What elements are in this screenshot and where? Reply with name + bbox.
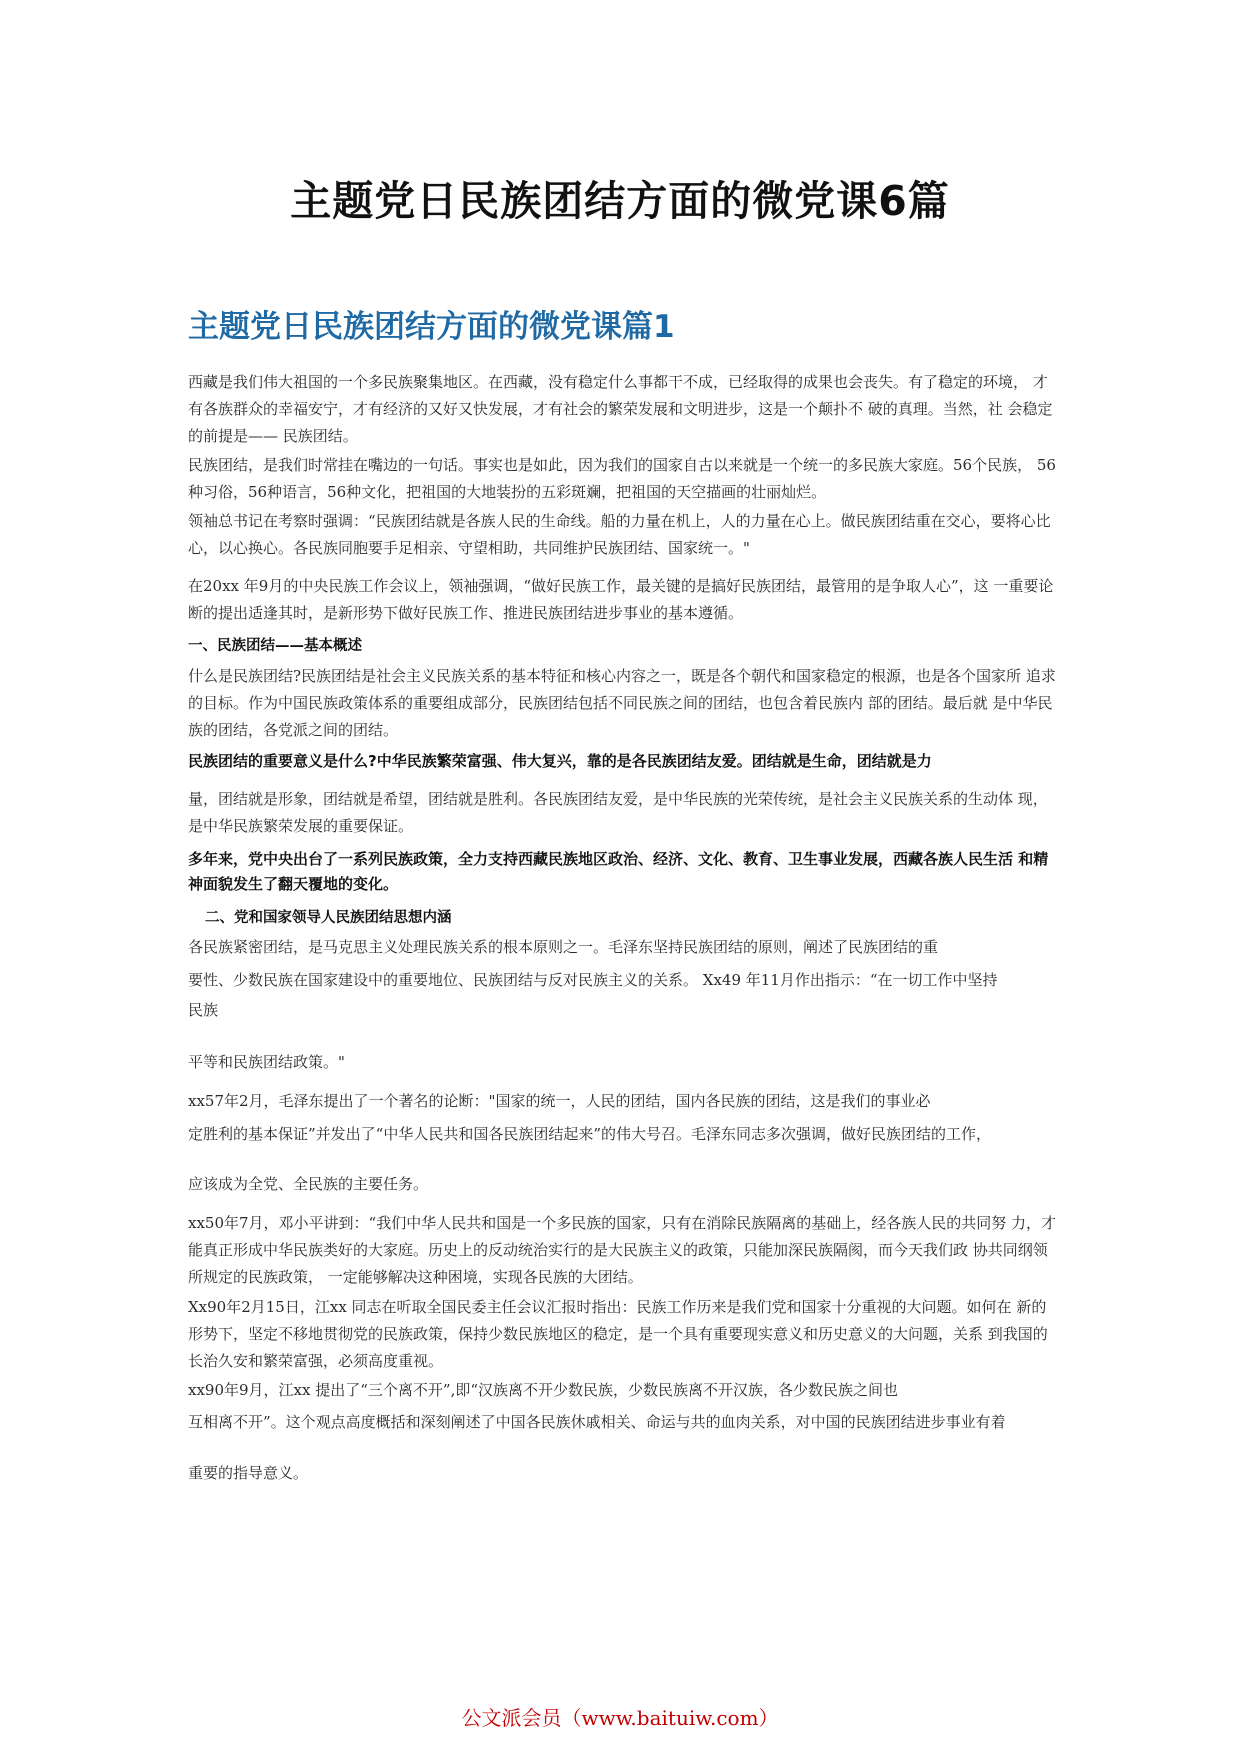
paragraph-11a: xx90年9月，江xx 提出了“三个离不开”,即“汉族离不开少数民族，少数民族离不开汉族，各少数民族之间也 [188, 1381, 899, 1399]
paragraph-10: Xx90年2月15日，江xx 同志在听取全国民委主任会议汇报时指出：民族工作历来是我们党和国家十分重视的大问题。如何在 新的形势下，坚定不移地贯彻党的民族政策，保持少数民族地区的稳定，是一个具有重要现实意义和历史意义的大问题，关系 到我国的长治久安和繁荣富强，必须高度重视。 [188, 1298, 1048, 1370]
heading-1: 一、民族团结——基本概述 [188, 638, 362, 654]
paragraph-3: 领袖总书记在考察时强调：“民族团结就是各族人民的生命线。船的力量在机上，人的力量在心上。做民族团结重在交心，要将心比心，以心换心。各民族同胞要手足相亲、守望相助，共同维护民族团结、国家统一。" [188, 512, 1051, 557]
paragraph-7d: 平等和民族团结政策。" [188, 1053, 345, 1071]
paragraph-4: 在20xx 年9月的中央民族工作会议上，领袖强调，“做好民族工作，最关键的是搞好民族团结，最管用的是争取人心”，这 一重要论断的提出适逢其时，是新形势下做好民族工作、推进民族团结进步事业的基本遵循。 [188, 577, 1054, 622]
paragraph-5: 什么是民族团结?民族团结是社会主义民族关系的基本特征和核心内容之一，既是各个朝代和国家稳定的根源，也是各个国家所 追求的目标。作为中国民族政策体系的重要组成部分，民族团结包括不同民族之间的团结，也包含着民族内 部的团结。最后就 是中华民族的团结，各党派之间的团结。 [188, 667, 1056, 739]
paragraph-8b: 定胜利的基本保证”并发出了“中华人民共和国各民族团结起来”的伟大号召。毛泽东同志多次强调，做好民族团结的工作， [188, 1125, 992, 1143]
paragraph-1: 西藏是我们伟大祖国的一个多民族聚集地区。在西藏，没有稳定什么事都干不成，已经取得的成果也会丧失。有了稳定的环境， 才有各族群众的幸福安宁，才有经济的又好又快发展，才有社会的繁荣发展和文明进步，这是一个颠扑不 破的真理。当然，社 会稳定的前提是—— 民族团结。 [188, 373, 1053, 445]
paragraph-8a: xx57年2月，毛泽东提出了一个著名的论断："国家的统一，人民的团结，国内各民族的团结，这是我们的事业必 [188, 1092, 931, 1110]
paragraph-9: xx50年7月，邓小平讲到：“我们中华人民共和国是一个多民族的国家，只有在消除民族隔离的基础上，经各族人民的共同努 力，才能真正形成中华民族类好的大家庭。历史上的反动统治实行的是大民族主义的政策，只能加深民族隔阂，而今天我们政 协共同纲领所规定的民族政策， 一定能够解决这种困境，实现各民族的大团结。 [188, 1214, 1056, 1286]
paragraph-2: 民族团结，是我们时常挂在嘴边的一句话。事实也是如此，因为我们的国家自古以来就是一个统一的多民族大家庭。56个民族， 56种习俗，56种语言，56种文化，把祖国的大地装扮的五彩斑斓，把祖国的天空描画的壮丽灿烂。 [188, 456, 1056, 501]
paragraph-7c: 民族 [188, 1001, 219, 1019]
document-title: 主题党日民族团结方面的微党课6篇 [290, 177, 950, 225]
paragraph-6: 量，团结就是形象，团结就是希望，团结就是胜利。各民族团结友爱，是中华民族的光荣传统，是社会主义民族关系的生动体 现，是中华民族繁荣发展的重要保证。 [188, 790, 1048, 835]
paragraph-11c: 重要的指导意义。 [188, 1464, 309, 1482]
bold-paragraph-1: 民族团结的重要意义是什么?中华民族繁荣富强、伟大复兴，靠的是各民族团结友爱。团结就是生命，团结就是力 [188, 752, 932, 770]
bold-paragraph-2: 多年来，党中央出台了一系列民族政策，全力支持西藏民族地区政治、经济、文化、教育、卫生事业发展，西藏各族人民生活 和精神面貌发生了翻天覆地的变化。 [188, 850, 1049, 893]
section-title: 主题党日民族团结方面的微党课篇1 [188, 309, 675, 345]
paragraph-7a: 各民族紧密团结，是马克思主义处理民族关系的根本原则之一。毛泽东坚持民族团结的原则，阐述了民族团结的重 [188, 938, 939, 956]
paragraph-11b: 互相离不开”。这个观点高度概括和深刻阐述了中国各民族休戚相关、命运与共的血肉关系，对中国的民族团结进步事业有着 [188, 1413, 1006, 1431]
paragraph-7b: 要性、少数民族在国家建设中的重要地位、民族团结与反对民族主义的关系。 Xx49 年11月作出指示：“在一切工作中坚持 [188, 971, 998, 989]
footer-watermark[interactable]: 公文派会员（www.baituiw.com） [461, 1706, 779, 1730]
heading-2: 二、党和国家领导人民族团结思想内涵 [205, 910, 452, 926]
paragraph-8c: 应该成为全党、全民族的主要任务。 [188, 1175, 429, 1193]
